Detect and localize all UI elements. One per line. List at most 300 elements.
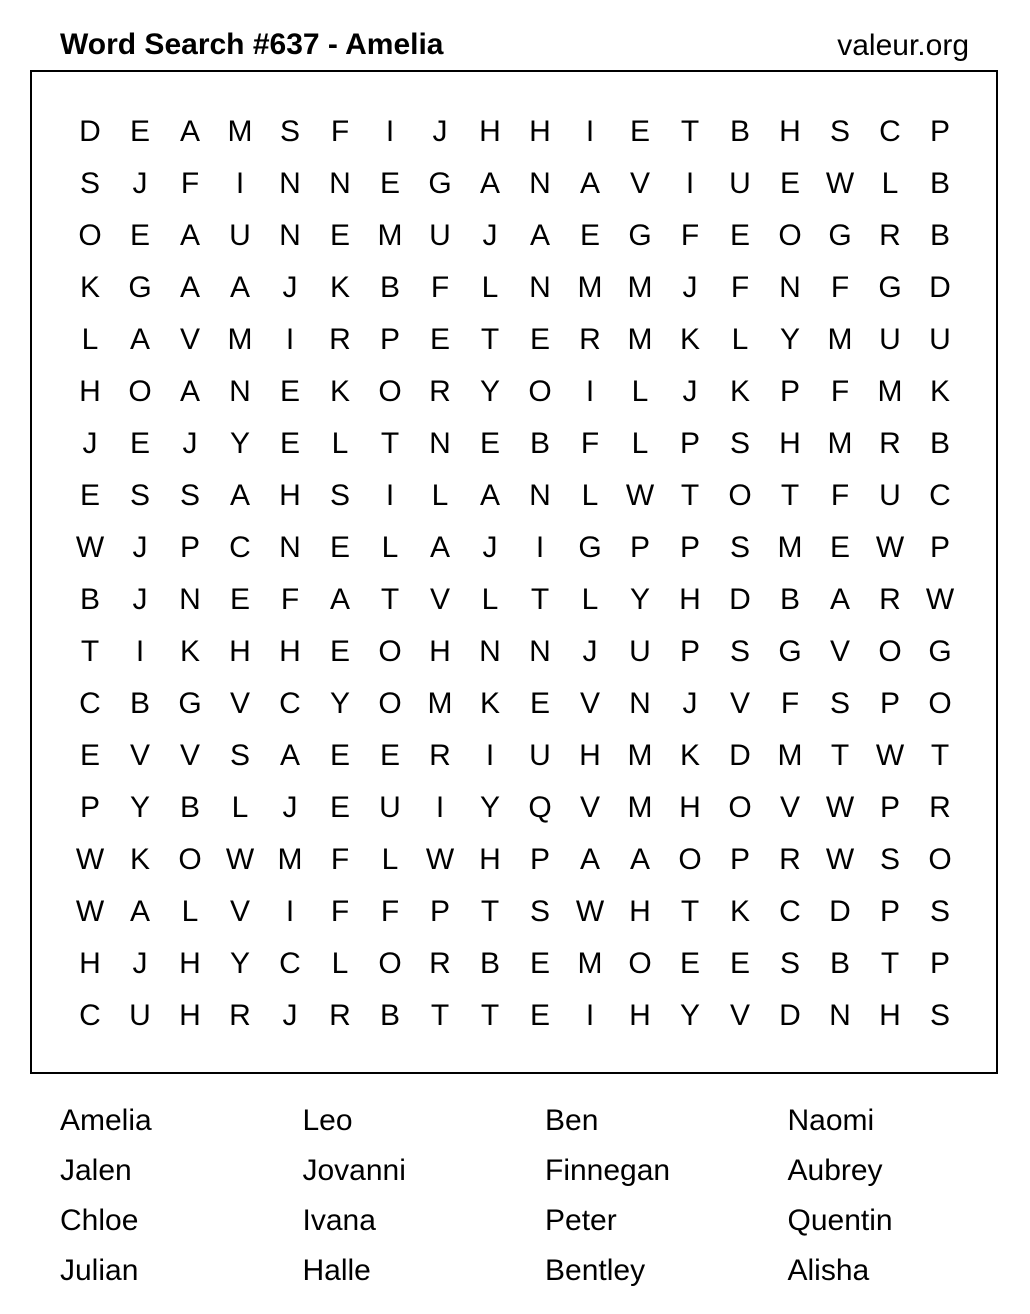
grid-letter: B [729, 115, 750, 148]
grid-letter: S [879, 843, 900, 876]
grid-letter: R [879, 427, 901, 460]
grid-letter: Q [528, 791, 552, 824]
grid-letter: A [579, 843, 600, 876]
grid-letter: P [529, 843, 550, 876]
grid-letter: I [435, 791, 445, 824]
grid-letter: V [229, 687, 250, 720]
grid-letter: W [425, 843, 455, 876]
grid-letter: E [829, 531, 850, 564]
grid-letter: V [429, 583, 450, 616]
grid-letter: I [285, 895, 295, 928]
grid-letter: W [825, 843, 855, 876]
grid-letter: B [479, 947, 500, 980]
grid-letter: I [585, 115, 595, 148]
grid-letter: N [529, 635, 551, 668]
puzzle-grid-frame [30, 70, 998, 1074]
grid-letter: P [729, 843, 750, 876]
grid-letter: B [179, 791, 200, 824]
grid-letter: U [729, 167, 751, 200]
grid-letter: K [79, 271, 100, 304]
grid-letter: N [829, 999, 851, 1032]
grid-letter: Y [329, 687, 350, 720]
word-list-item: Naomi [787, 1104, 875, 1137]
grid-letter: L [181, 895, 199, 928]
grid-letter: H [429, 635, 451, 668]
grid-letter: W [925, 583, 955, 616]
grid-letter: Y [679, 999, 700, 1032]
grid-letter: R [329, 999, 351, 1032]
grid-letter: E [729, 219, 750, 252]
grid-letter: P [929, 531, 950, 564]
grid-letter: P [779, 375, 800, 408]
grid-letter: G [628, 219, 652, 252]
grid-letter: M [627, 271, 653, 304]
grid-letter: B [79, 583, 100, 616]
grid-letter: A [129, 323, 150, 356]
grid-letter: V [729, 687, 750, 720]
grid-letter: T [430, 999, 450, 1032]
grid-letter: U [429, 219, 451, 252]
grid-letter: S [779, 947, 800, 980]
grid-letter: E [229, 583, 250, 616]
word-list-item: Finnegan [545, 1154, 671, 1187]
grid-letter: G [878, 271, 902, 304]
grid-letter: M [627, 791, 653, 824]
grid-letter: T [480, 323, 500, 356]
grid-letter: J [682, 271, 698, 304]
grid-letter: U [879, 479, 901, 512]
grid-letter: L [231, 791, 249, 824]
grid-letter: D [929, 271, 951, 304]
grid-letter: M [877, 375, 903, 408]
grid-letter: E [529, 999, 550, 1032]
grid-letter: F [380, 895, 400, 928]
grid-letter: H [479, 843, 501, 876]
grid-letter: H [679, 791, 701, 824]
grid-letter: H [529, 115, 551, 148]
word-list-item: Aubrey [787, 1154, 883, 1187]
grid-letter: A [479, 479, 500, 512]
grid-letter: P [879, 791, 900, 824]
grid-letter: R [229, 999, 251, 1032]
grid-letter: O [728, 479, 752, 512]
grid-letter: O [128, 375, 152, 408]
grid-letter: A [129, 895, 150, 928]
grid-letter: U [229, 219, 251, 252]
grid-letter: N [279, 531, 301, 564]
grid-letter: L [81, 323, 99, 356]
grid-letter: S [929, 895, 950, 928]
grid-letter: E [329, 219, 350, 252]
grid-letter: S [79, 167, 100, 200]
grid-letter: U [929, 323, 951, 356]
grid-letter: L [431, 479, 449, 512]
grid-letter: E [679, 947, 700, 980]
grid-letter: V [779, 791, 800, 824]
grid-letter: D [729, 739, 751, 772]
grid-letter: Y [779, 323, 800, 356]
grid-letter: S [829, 115, 850, 148]
grid-letter: Y [229, 427, 250, 460]
grid-letter: P [679, 635, 700, 668]
grid-letter: W [575, 895, 605, 928]
grid-letter: S [329, 479, 350, 512]
grid-letter: B [929, 219, 950, 252]
grid-letter: G [178, 687, 202, 720]
grid-letter: J [482, 531, 498, 564]
grid-letter: V [729, 999, 750, 1032]
grid-letter: O [528, 375, 552, 408]
grid-letter: O [628, 947, 652, 980]
grid-letter: J [682, 375, 698, 408]
word-list-item: Halle [302, 1254, 371, 1287]
grid-letter: A [179, 271, 200, 304]
grid-letter: E [279, 375, 300, 408]
grid-letter: L [381, 531, 399, 564]
grid-letter: S [529, 895, 550, 928]
grid-letter: M [227, 323, 253, 356]
grid-letter: K [729, 375, 750, 408]
grid-letter: O [378, 635, 402, 668]
grid-letter: I [685, 167, 695, 200]
grid-letter: H [479, 115, 501, 148]
grid-letter: U [379, 791, 401, 824]
grid-letter: L [331, 947, 349, 980]
grid-letter: W [75, 895, 105, 928]
grid-letter: J [682, 687, 698, 720]
grid-letter: Y [479, 791, 500, 824]
grid-letter: A [279, 739, 300, 772]
grid-letter: C [229, 531, 251, 564]
grid-letter: G [778, 635, 802, 668]
grid-letter: I [485, 739, 495, 772]
grid-letter: H [179, 947, 201, 980]
grid-letter: P [379, 323, 400, 356]
grid-letter: B [379, 999, 400, 1032]
word-list-item: Jovanni [302, 1154, 406, 1187]
word-list-item: Julian [60, 1254, 139, 1287]
grid-letter: P [929, 947, 950, 980]
grid-letter: O [878, 635, 902, 668]
grid-letter: F [680, 219, 700, 252]
grid-letter: B [129, 687, 150, 720]
grid-letter: F [330, 895, 350, 928]
grid-letter: C [279, 947, 301, 980]
grid-letter: U [129, 999, 151, 1032]
grid-letter: J [132, 167, 148, 200]
grid-letter: L [631, 427, 649, 460]
grid-letter: K [329, 375, 350, 408]
grid-letter: T [380, 583, 400, 616]
grid-letter: H [779, 427, 801, 460]
grid-letter: T [830, 739, 850, 772]
grid-letter: P [879, 687, 900, 720]
grid-letter: I [385, 115, 395, 148]
grid-letter: M [777, 531, 803, 564]
grid-letter: T [80, 635, 100, 668]
grid-letter: S [929, 999, 950, 1032]
grid-letter: A [529, 219, 550, 252]
word-list [60, 1096, 1030, 1296]
grid-letter: P [879, 895, 900, 928]
grid-letter: O [378, 375, 402, 408]
grid-letter: H [179, 999, 201, 1032]
grid-letter: N [179, 583, 201, 616]
grid-letter: E [779, 167, 800, 200]
grid-letter: F [180, 167, 200, 200]
grid-letter: M [627, 323, 653, 356]
grid-letter: C [929, 479, 951, 512]
grid-letter: O [378, 687, 402, 720]
grid-letter: P [629, 531, 650, 564]
grid-letter: B [929, 167, 950, 200]
grid-letter: P [429, 895, 450, 928]
grid-letter: E [529, 323, 550, 356]
grid-letter: W [875, 739, 905, 772]
site-name: valeur.org [837, 29, 969, 62]
grid-letter: M [627, 739, 653, 772]
grid-letter: T [680, 895, 700, 928]
grid-letter: F [330, 843, 350, 876]
grid-letter: E [729, 947, 750, 980]
grid-letter: S [729, 635, 750, 668]
grid-letter: V [129, 739, 150, 772]
grid-letter: H [279, 479, 301, 512]
grid-letter: I [585, 375, 595, 408]
grid-letter: L [731, 323, 749, 356]
grid-letter: E [529, 687, 550, 720]
grid-letter: P [179, 531, 200, 564]
grid-letter: A [629, 843, 650, 876]
grid-letter: E [629, 115, 650, 148]
grid-letter: H [79, 947, 101, 980]
grid-letter: G [578, 531, 602, 564]
grid-letter: W [825, 791, 855, 824]
grid-letter: K [679, 323, 700, 356]
grid-letter: N [329, 167, 351, 200]
puzzle-title: Word Search #637 - Amelia [60, 28, 444, 61]
grid-letter: C [279, 687, 301, 720]
grid-letter: A [429, 531, 450, 564]
grid-letter: F [730, 271, 750, 304]
grid-letter: B [829, 947, 850, 980]
grid-letter: O [728, 791, 752, 824]
grid-letter: N [479, 635, 501, 668]
grid-letter: W [825, 167, 855, 200]
grid-letter: Y [629, 583, 650, 616]
grid-letter: D [779, 999, 801, 1032]
grid-letter: S [729, 531, 750, 564]
grid-letter: K [479, 687, 500, 720]
grid-letter: V [579, 687, 600, 720]
grid-letter: M [277, 843, 303, 876]
grid-letter: V [229, 895, 250, 928]
grid-letter: P [929, 115, 950, 148]
word-list-item: Amelia [60, 1104, 152, 1137]
grid-letter: K [129, 843, 150, 876]
word-list-item: Bentley [545, 1254, 646, 1287]
grid-letter: S [229, 739, 250, 772]
grid-letter: L [631, 375, 649, 408]
grid-letter: C [79, 999, 101, 1032]
grid-letter: T [680, 115, 700, 148]
grid-letter: E [79, 479, 100, 512]
grid-letter: R [429, 739, 451, 772]
grid-letter: P [679, 427, 700, 460]
grid-letter: D [829, 895, 851, 928]
grid-letter: H [679, 583, 701, 616]
grid-letter: G [828, 219, 852, 252]
grid-letter: N [229, 375, 251, 408]
grid-letter: J [82, 427, 98, 460]
grid-letter: R [579, 323, 601, 356]
grid-letter: E [529, 947, 550, 980]
grid-letter: R [329, 323, 351, 356]
grid-letter: L [581, 479, 599, 512]
grid-letter: S [129, 479, 150, 512]
grid-letter: K [679, 739, 700, 772]
grid-letter: O [678, 843, 702, 876]
grid-letter: O [178, 843, 202, 876]
letter-grid [65, 106, 965, 1042]
grid-letter: R [429, 947, 451, 980]
grid-letter: N [629, 687, 651, 720]
grid-letter: J [132, 583, 148, 616]
grid-letter: Y [229, 947, 250, 980]
grid-letter: Y [129, 791, 150, 824]
grid-letter: T [480, 895, 500, 928]
grid-letter: T [780, 479, 800, 512]
grid-letter: H [779, 115, 801, 148]
grid-letter: A [179, 375, 200, 408]
grid-letter: U [629, 635, 651, 668]
grid-letter: J [282, 791, 298, 824]
grid-letter: A [479, 167, 500, 200]
grid-letter: I [535, 531, 545, 564]
grid-letter: F [830, 271, 850, 304]
grid-letter: V [829, 635, 850, 668]
grid-letter: M [577, 947, 603, 980]
grid-letter: J [282, 271, 298, 304]
grid-letter: E [379, 167, 400, 200]
grid-letter: E [79, 739, 100, 772]
grid-letter: O [78, 219, 102, 252]
grid-letter: M [777, 739, 803, 772]
grid-letter: K [329, 271, 350, 304]
grid-letter: M [827, 323, 853, 356]
grid-letter: G [128, 271, 152, 304]
grid-letter: T [530, 583, 550, 616]
grid-letter: L [481, 583, 499, 616]
grid-letter: M [827, 427, 853, 460]
grid-letter: O [378, 947, 402, 980]
grid-letter: J [482, 219, 498, 252]
grid-letter: A [579, 167, 600, 200]
grid-letter: B [929, 427, 950, 460]
grid-letter: E [429, 323, 450, 356]
grid-letter: N [279, 167, 301, 200]
grid-letter: E [129, 427, 150, 460]
grid-letter: L [381, 843, 399, 876]
grid-letter: D [729, 583, 751, 616]
grid-letter: N [529, 479, 551, 512]
grid-letter: E [279, 427, 300, 460]
grid-letter: F [580, 427, 600, 460]
grid-letter: S [179, 479, 200, 512]
word-list-item: Peter [545, 1204, 617, 1237]
grid-letter: E [329, 791, 350, 824]
grid-letter: C [79, 687, 101, 720]
grid-letter: R [779, 843, 801, 876]
grid-letter: E [579, 219, 600, 252]
grid-letter: L [881, 167, 899, 200]
grid-letter: F [330, 115, 350, 148]
grid-letter: A [229, 271, 250, 304]
grid-letter: R [429, 375, 451, 408]
grid-letter: W [625, 479, 655, 512]
grid-letter: V [629, 167, 650, 200]
word-list-item: Ben [545, 1104, 599, 1137]
grid-letter: M [377, 219, 403, 252]
grid-letter: E [329, 739, 350, 772]
grid-letter: J [182, 427, 198, 460]
grid-letter: J [132, 531, 148, 564]
grid-letter: N [529, 271, 551, 304]
grid-letter: I [235, 167, 245, 200]
grid-letter: D [79, 115, 101, 148]
grid-letter: I [385, 479, 395, 512]
grid-letter: N [779, 271, 801, 304]
grid-letter: L [481, 271, 499, 304]
grid-letter: P [679, 531, 700, 564]
grid-letter: H [79, 375, 101, 408]
word-list-item: Jalen [60, 1154, 132, 1187]
grid-letter: A [329, 583, 350, 616]
grid-letter: M [427, 687, 453, 720]
grid-letter: G [428, 167, 452, 200]
grid-letter: A [179, 115, 200, 148]
grid-letter: S [729, 427, 750, 460]
grid-letter: E [129, 219, 150, 252]
grid-letter: H [579, 739, 601, 772]
grid-letter: T [880, 947, 900, 980]
grid-letter: U [879, 323, 901, 356]
grid-letter: I [135, 635, 145, 668]
grid-letter: E [329, 635, 350, 668]
grid-letter: N [429, 427, 451, 460]
grid-letter: H [229, 635, 251, 668]
grid-letter: K [729, 895, 750, 928]
grid-letter: B [779, 583, 800, 616]
grid-letter: M [577, 271, 603, 304]
grid-letter: S [279, 115, 300, 148]
grid-letter: J [282, 999, 298, 1032]
grid-letter: G [928, 635, 952, 668]
grid-letter: J [132, 947, 148, 980]
grid-letter: I [285, 323, 295, 356]
grid-letter: H [279, 635, 301, 668]
grid-letter: E [329, 531, 350, 564]
grid-letter: F [830, 375, 850, 408]
grid-letter: H [629, 999, 651, 1032]
grid-letter: H [629, 895, 651, 928]
grid-letter: N [279, 219, 301, 252]
grid-letter: B [379, 271, 400, 304]
word-list-item: Leo [302, 1104, 353, 1137]
grid-letter: B [529, 427, 550, 460]
grid-letter: J [432, 115, 448, 148]
grid-letter: K [929, 375, 950, 408]
